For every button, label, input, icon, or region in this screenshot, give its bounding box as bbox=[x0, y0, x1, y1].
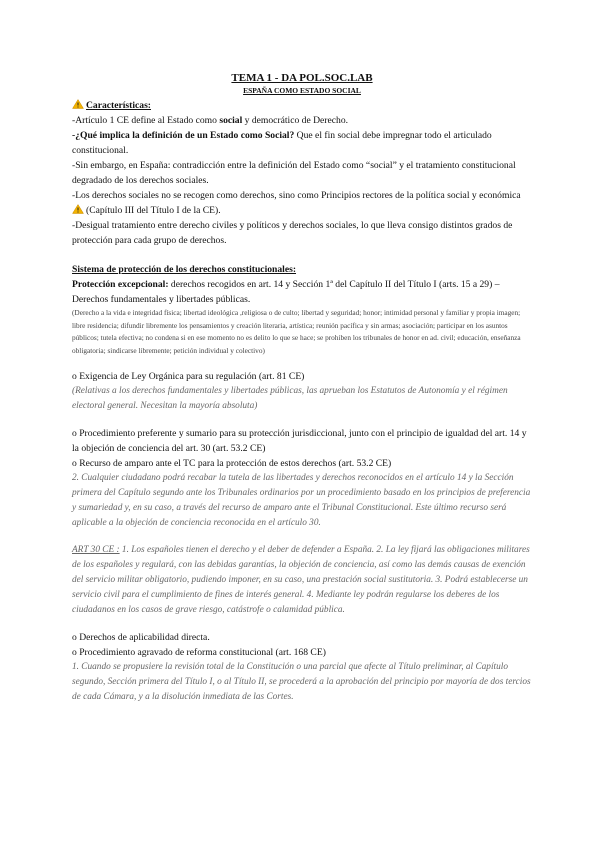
list-item: o Procedimiento agravado de reforma constitucional (art. 168 CE) bbox=[72, 647, 326, 658]
text-bold: -¿Qué implica la definición de un Estado como Social? bbox=[72, 130, 295, 141]
text-bold: social bbox=[219, 115, 243, 126]
article-30-label: ART 30 CE : bbox=[72, 545, 120, 555]
text: -Artículo 1 CE define al Estado como bbox=[72, 115, 220, 126]
italic-note: (Relativas a los derechos fundamentales y libertades públicas, las aprueban los Estatutos de Autonomía y el régimen electoral general. Necesitan la mayoría absoluta) bbox=[72, 386, 508, 411]
list-item: o Procedimiento preferente y sumario para su protección jurisdiccional, junto con el principio de igualdad del art. 14 y la objeción de conciencia del art. 30 (art. 53.2 CE) bbox=[72, 428, 527, 454]
text: -Los derechos sociales no se recogen como derechos, sino como Principios rectores de la política social y económica bbox=[72, 190, 521, 201]
italic-note: 2. Cualquier ciudadano podrá recabar la tutela de las libertades y derechos reconocidos en el artículo 14 y la Sección primera del Capítulo segundo ante los Tribunales ordinarios por un procedimiento basado en los principios de preferencia y sumariedad y, en su caso, a través del recurso de amparo ante el Tribunal Constitucional. Este último recurso será aplicable a la objeción de conciencia reconocida en el artículo 30. bbox=[72, 473, 531, 528]
paragraph bbox=[72, 277, 532, 307]
characteristics-heading bbox=[72, 98, 532, 113]
document-page bbox=[72, 72, 532, 705]
article-30-text bbox=[72, 543, 532, 618]
text: (Capítulo III del Título I de la CE). bbox=[86, 205, 221, 216]
text: 1. Los españoles tienen el derecho y el deber de defender a España. 2. La ley fijará las obligaciones militares de los españoles y regulará, con las debidas garantías, la objeción de conciencia, así como las demás causas de exención del servicio militar obligatorio, pudiendo imponer, en su caso, una prestación social sustitutoria. 3. Podrá establecerse un servicio civil para el cumplimiento de fines de interés general. 4. Mediante ley podrán regularse los deberes de los ciudadanos en los casos de grave riesgo, catástrofe o calamidad pública. bbox=[72, 545, 530, 615]
paragraph: -Sin embargo, en España: contradicción entre la definición del Estado como “social” y el tratamiento constitucional degradado de los derechos sociales. bbox=[72, 160, 516, 186]
list-item: o Derechos de aplicabilidad directa. bbox=[72, 632, 210, 643]
document-subtitle: ESPAÑA COMO ESTADO SOCIAL bbox=[243, 86, 361, 95]
protection-system-heading: Sistema de protección de los derechos constitucionales: bbox=[72, 264, 297, 275]
rights-list-note: (Derecho a la vida e integridad física; libertad ideológica ,religiosa o de culto; libertad y seguridad; honor; intimidad personal y familiar y propia imagen; libre residencia; difundir libremente los pensamientos y creación literaria, artística; reunión pacífica y sin armas; asociación; participar en los asuntos públicos; tutela efectiva; no condena si en ese momento no es delito lo que se hace; se prohiben los tribunales de honor en ad. civil; educación, enseñanza obligatoria; sindicarse libremente; petición individual y colectivo) bbox=[72, 308, 521, 355]
paragraph: -Desigual tratamiento entre derecho civiles y políticos y derechos sociales, lo que lleva consigo distintos grados de protección para cada grupo de derechos. bbox=[72, 220, 513, 246]
text-bold: Protección excepcional: bbox=[72, 279, 169, 290]
paragraph bbox=[72, 188, 532, 218]
warning-icon bbox=[72, 204, 84, 214]
document-title: TEMA 1 - DA POL.SOC.LAB bbox=[231, 72, 373, 84]
warning-icon bbox=[72, 99, 84, 109]
italic-note: 1. Cuando se propusiere la revisión total de la Constitución o una parcial que afecte al Título preliminar, al Capítulo segundo, Sección primera del Título I, o al Título II, se procederá a la aprobación del principio por mayoría de dos tercios de cada Cámara, y a la disolución inmediata de las Cortes. bbox=[72, 662, 531, 702]
text: y democrático de Derecho. bbox=[242, 115, 349, 126]
text: derechos recogidos en art. 14 y Sección 1ª del Capítulo II del Título I (arts. 15 a 29) – Derechos fundamentales y libertades públicas. bbox=[72, 279, 500, 305]
heading-text: Características: bbox=[86, 100, 151, 111]
list-item: o Recurso de amparo ante el TC para la protección de estos derechos (art. 53.2 CE) bbox=[72, 458, 392, 469]
paragraph bbox=[72, 113, 532, 128]
paragraph bbox=[72, 128, 532, 158]
text: Que el fin social debe impregnar todo el articulado constitucional. bbox=[72, 130, 492, 156]
list-item: o Exigencia de Ley Orgánica para su regulación (art. 81 CE) bbox=[72, 371, 305, 382]
